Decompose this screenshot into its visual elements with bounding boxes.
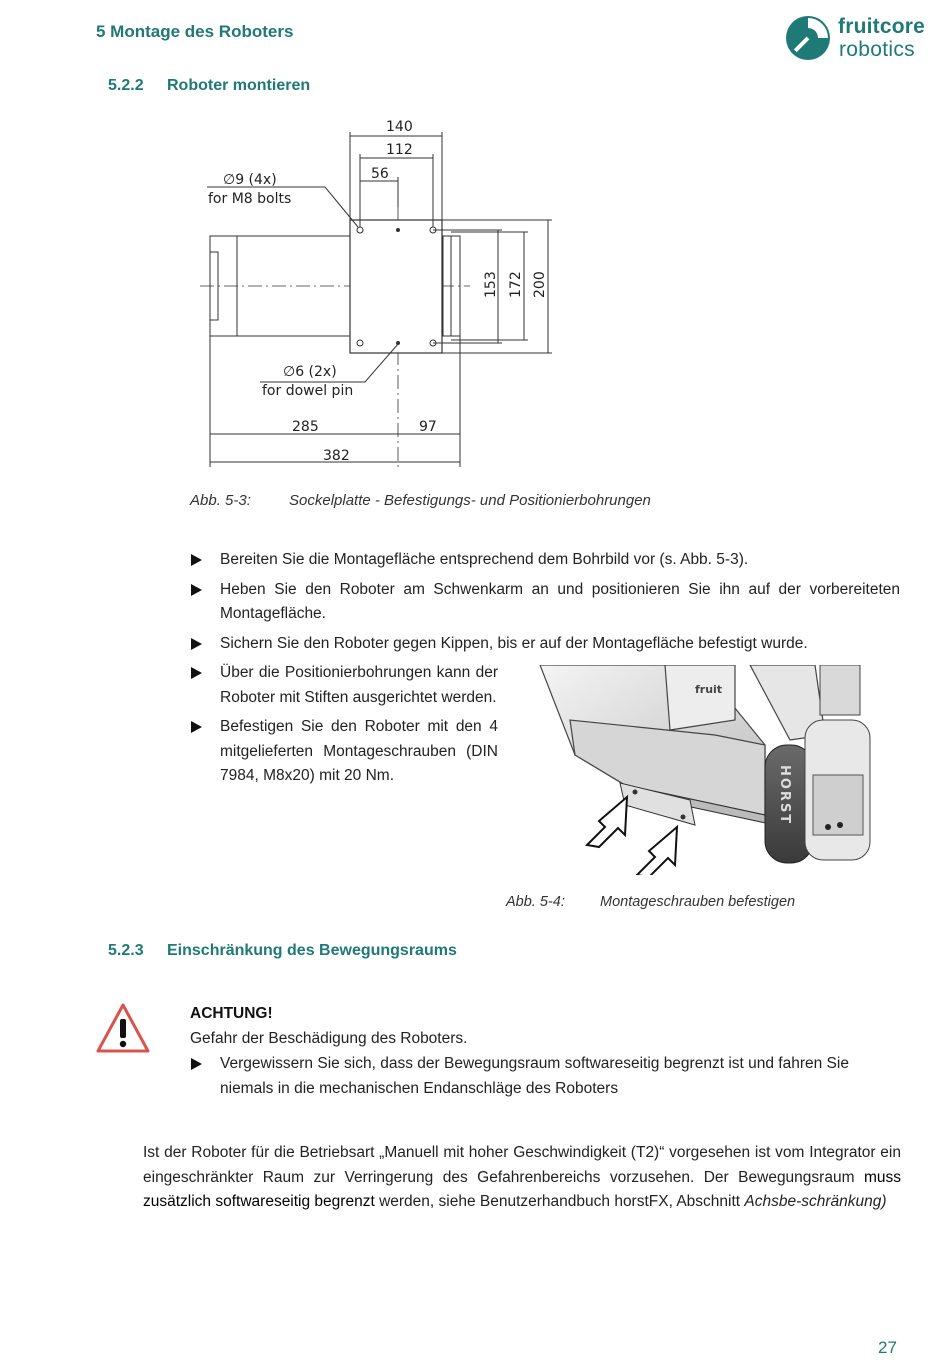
list-item: Befestigen Sie den Roboter mit den 4 mitgelieferten Montageschrauben (DIN 7984, M8x20) mit 20 Nm. bbox=[191, 715, 498, 789]
body-paragraph: Ist der Roboter für die Betriebsart „Manuell mit hoher Geschwindigkeit (T2)“ vorgesehen ist vom Integrator ein eingeschränkter Raum zur Verringerung des Gefahrenbereichs vorzusehen. Der Bewegungsraum muss zusätzlich softwareseitig begrenzt werden, siehe Benutzerhandbuch horstFX, Abschnitt Achsbe-schränkung) bbox=[143, 1144, 901, 1210]
section-number-2: 5.2.3 bbox=[108, 942, 144, 959]
section-title: Roboter montieren bbox=[167, 77, 311, 94]
dim-140: 140 bbox=[386, 119, 413, 135]
fruitcore-logo-icon bbox=[784, 14, 834, 64]
dim-112: 112 bbox=[386, 142, 413, 158]
dim-172: 172 bbox=[508, 271, 524, 298]
robot-logo-text: fruit bbox=[695, 683, 723, 696]
bullet-arrow-icon bbox=[191, 667, 202, 679]
robot-brand-text: HORST bbox=[777, 765, 792, 826]
arrow-pointer-icon bbox=[587, 797, 627, 847]
list-item: Vergewissern Sie sich, dass der Bewegungsraum softwareseitig begrenzt ist und fahren Sie niemals in die mechanischen Endanschläge des Roboters bbox=[191, 1052, 891, 1101]
hole-label-diameter: ∅9 (4x) bbox=[223, 172, 277, 188]
pin-label-purpose: for dowel pin bbox=[262, 383, 354, 399]
list-item: Über die Positionierbohrungen kann der Roboter mit Stiften ausgerichtet werden. bbox=[191, 661, 498, 710]
bullet-arrow-icon bbox=[191, 721, 202, 733]
chapter-title: 5 Montage des Roboters bbox=[96, 22, 294, 41]
warning-subtitle: Gefahr der Beschädigung des Roboters. bbox=[190, 1030, 468, 1047]
bullet-arrow-icon bbox=[191, 638, 202, 650]
figure-label-2: Abb. 5-4: bbox=[506, 894, 565, 910]
base-plate-drawing bbox=[195, 112, 575, 477]
robot-base-photo bbox=[535, 665, 875, 875]
bullet-arrow-icon bbox=[191, 584, 202, 596]
dim-285: 285 bbox=[292, 419, 319, 435]
dim-382: 382 bbox=[323, 448, 350, 464]
bullet-arrow-icon bbox=[191, 1058, 202, 1070]
emphasis-text: muss zusätzlich softwareseitig begrenzt bbox=[143, 1168, 901, 1210]
dim-97: 97 bbox=[419, 419, 437, 435]
section-number: 5.2.2 bbox=[108, 77, 144, 94]
list-item: Sichern Sie den Roboter gegen Kippen, bis er auf der Montagefläche befestigt wurde. bbox=[191, 632, 900, 657]
arrow-pointer-icon-2 bbox=[637, 827, 677, 875]
section-title-2: Einschränkung des Bewegungsraums bbox=[167, 942, 457, 959]
pin-label-diameter: ∅6 (2x) bbox=[283, 364, 337, 380]
warning-title: ACHTUNG! bbox=[190, 1005, 273, 1022]
warning-triangle-icon bbox=[95, 1002, 151, 1054]
instruction-list bbox=[191, 548, 900, 656]
figure-caption: Sockelplatte - Befestigungs- und Positionierbohrungen bbox=[289, 492, 651, 509]
page-number: 27 bbox=[878, 1338, 897, 1357]
section-reference: Achsbe-schränkung) bbox=[744, 1193, 887, 1210]
list-item: Bereiten Sie die Montagefläche entsprechend dem Bohrbild vor (s. Abb. 5-3). bbox=[191, 548, 900, 573]
list-item: Heben Sie den Roboter am Schwenkarm an und positionieren Sie ihn auf der vorbereiteten Montagefläche. bbox=[191, 578, 900, 627]
figure-caption-2: Montageschrauben befestigen bbox=[600, 894, 796, 910]
bullet-arrow-icon bbox=[191, 554, 202, 566]
dim-56: 56 bbox=[371, 166, 389, 182]
logo-wordmark-top: fruitcore bbox=[838, 15, 925, 38]
dim-153: 153 bbox=[483, 271, 499, 298]
instruction-list-secondary bbox=[191, 661, 498, 789]
dim-200: 200 bbox=[532, 271, 548, 298]
warning-list bbox=[191, 1052, 891, 1101]
logo-wordmark-bottom: robotics bbox=[839, 38, 915, 61]
figure-label: Abb. 5-3: bbox=[190, 492, 251, 509]
hole-label-purpose: for M8 bolts bbox=[208, 191, 292, 207]
